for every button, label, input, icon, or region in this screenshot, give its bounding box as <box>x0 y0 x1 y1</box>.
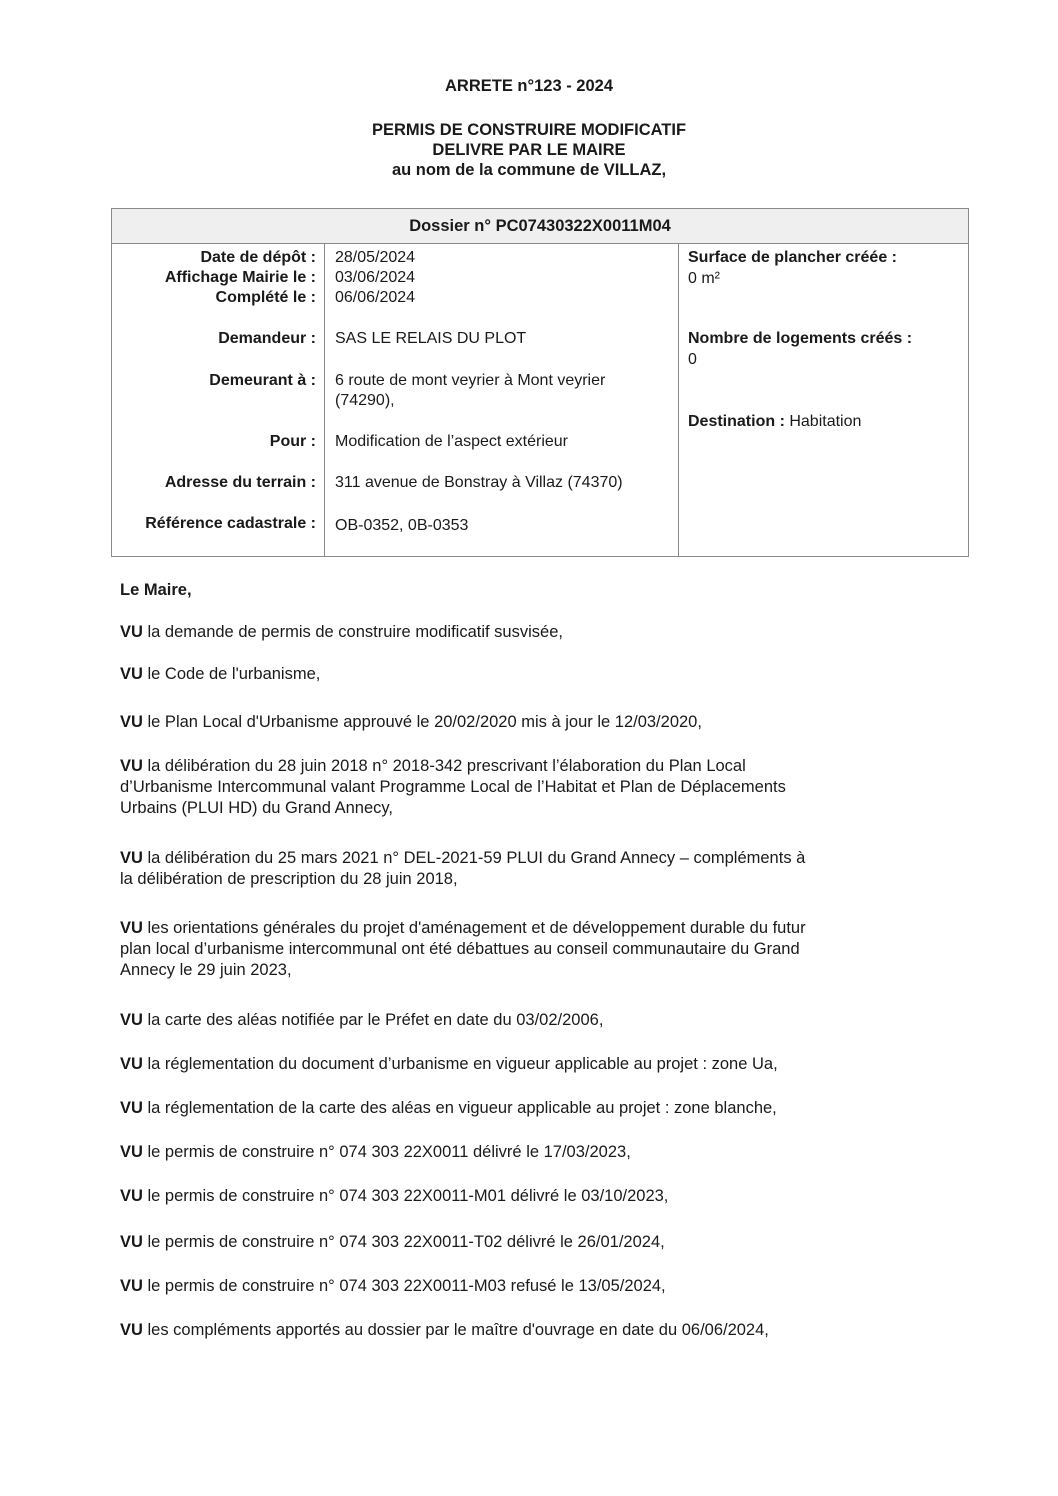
vu-keyword: VU <box>120 1143 143 1161</box>
document-title <box>0 120 1058 180</box>
complete-value: 06/06/2024 <box>335 289 416 306</box>
vu-paragraph <box>120 848 950 890</box>
vu-text-line: les compléments apportés au dossier par le maître d'ouvrage en date du 06/06/2024, <box>142 1321 769 1339</box>
pour-label: Pour : <box>269 433 316 450</box>
dossier-labels-column <box>112 244 325 557</box>
vu-text-line: le Code de l'urbanisme, <box>142 665 321 683</box>
vu-keyword: VU <box>120 623 143 641</box>
destination-value: Habitation <box>789 413 862 430</box>
vu-text-line: la carte des aléas notifiée par le Préfet en date du 03/02/2006, <box>142 1011 604 1029</box>
vu-paragraph <box>120 1276 950 1297</box>
complete-label: Complété le : <box>215 289 316 306</box>
demeurant-value-line-2: (74290), <box>335 392 395 409</box>
vu-text-line: la réglementation de la carte des aléas en vigueur applicable au projet : zone blanche, <box>142 1099 777 1117</box>
vu-text-line: d’Urbanisme Intercommunal valant Programme Local de l’Habitat et Plan de Déplacements <box>120 778 786 796</box>
adresse-label: Adresse du terrain : <box>164 474 316 491</box>
vu-keyword: VU <box>120 665 143 683</box>
vu-text-line: Annecy le 29 juin 2023, <box>120 961 292 979</box>
reference-value: OB-0352, 0B-0353 <box>335 517 469 534</box>
dossier-table <box>111 208 969 557</box>
vu-keyword: VU <box>120 1187 143 1205</box>
vu-text-line: la demande de permis de construire modificatif susvisée, <box>142 623 563 641</box>
demandeur-value: SAS LE RELAIS DU PLOT <box>335 330 527 347</box>
vu-keyword: VU <box>120 757 143 775</box>
vu-paragraph <box>120 622 950 643</box>
demandeur-label: Demandeur : <box>218 330 316 347</box>
destination-row <box>679 412 968 432</box>
vu-keyword: VU <box>120 1055 143 1073</box>
vu-paragraph <box>120 1320 950 1341</box>
dossier-summary-column <box>679 244 969 557</box>
affichage-label: Affichage Mairie le : <box>164 269 316 286</box>
vu-paragraph <box>120 712 950 733</box>
vu-keyword: VU <box>120 1011 143 1029</box>
vu-paragraph <box>120 1142 950 1163</box>
vu-text-line: le Plan Local d'Urbanisme approuvé le 20/02/2020 mis à jour le 12/03/2020, <box>142 713 702 731</box>
vu-text-line: la délibération de prescription du 28 juin 2018, <box>120 870 458 888</box>
title-line-2: DELIVRE PAR LE MAIRE <box>432 141 626 159</box>
logements-label: Nombre de logements créés : <box>688 330 913 347</box>
vu-keyword: VU <box>120 1321 143 1339</box>
affichage-value: 03/06/2024 <box>335 269 416 286</box>
vu-text-line: le permis de construire n° 074 303 22X0011-T02 délivré le 26/01/2024, <box>142 1233 665 1251</box>
vu-paragraph <box>120 1232 950 1253</box>
vu-keyword: VU <box>120 849 143 867</box>
reference-label: Référence cadastrale : <box>145 515 316 532</box>
destination-label: Destination : <box>688 413 785 430</box>
vu-keyword: VU <box>120 1233 143 1251</box>
vu-paragraph <box>120 918 950 981</box>
date-depot-label: Date de dépôt : <box>200 249 316 266</box>
pour-value: Modification de l’aspect extérieur <box>335 433 569 450</box>
vu-paragraph <box>120 1098 950 1119</box>
vu-keyword: VU <box>120 919 143 937</box>
vu-paragraph <box>120 756 950 819</box>
vu-text-line: la délibération du 25 mars 2021 n° DEL-2021-59 PLUI du Grand Annecy – compléments à <box>142 849 806 867</box>
vu-paragraph <box>120 1010 950 1031</box>
arrete-number: ARRETE n°123 - 2024 <box>445 77 613 95</box>
vu-text-line: plan local d’urbanisme intercommunal ont été débattues au conseil communautaire du Grand <box>120 940 800 958</box>
vu-paragraph <box>120 664 950 685</box>
date-depot-value: 28/05/2024 <box>335 249 416 266</box>
title-line-3: au nom de la commune de VILLAZ, <box>391 161 667 179</box>
vu-text-line: le permis de construire n° 074 303 22X0011-M01 délivré le 03/10/2023, <box>142 1187 669 1205</box>
le-maire: Le Maire, <box>120 581 192 599</box>
logements-value: 0 <box>688 351 697 368</box>
surface-label: Surface de plancher créée : <box>688 249 897 266</box>
vu-text-line: Urbains (PLUI HD) du Grand Annecy, <box>120 799 393 817</box>
vu-keyword: VU <box>120 1099 143 1117</box>
surface-value: 0 m² <box>688 270 720 287</box>
vu-paragraph <box>120 1054 950 1075</box>
adresse-value: 311 avenue de Bonstray à Villaz (74370) <box>335 474 623 491</box>
vu-text-line: les orientations générales du projet d'aménagement et de développement durable du futur <box>142 919 806 937</box>
title-line-1: PERMIS DE CONSTRUIRE MODIFICATIF <box>371 121 687 139</box>
demeurant-value-line-1: 6 route de mont veyrier à Mont veyrier <box>335 372 606 389</box>
vu-text-line: le permis de construire n° 074 303 22X0011-M03 refusé le 13/05/2024, <box>142 1277 666 1295</box>
vu-paragraph <box>120 1186 950 1207</box>
dossier-number: Dossier n° PC07430322X0011M04 <box>112 209 969 244</box>
vu-keyword: VU <box>120 1277 143 1295</box>
vu-keyword: VU <box>120 713 143 731</box>
vu-text-line: la réglementation du document d’urbanisme en vigueur applicable au projet : zone Ua, <box>142 1055 778 1073</box>
vu-text-line: le permis de construire n° 074 303 22X0011 délivré le 17/03/2023, <box>142 1143 631 1161</box>
demeurant-label: Demeurant à : <box>209 372 316 389</box>
dossier-values-column <box>325 244 679 557</box>
vu-text-line: la délibération du 28 juin 2018 n° 2018-342 prescrivant l’élaboration du Plan Local <box>142 757 746 775</box>
